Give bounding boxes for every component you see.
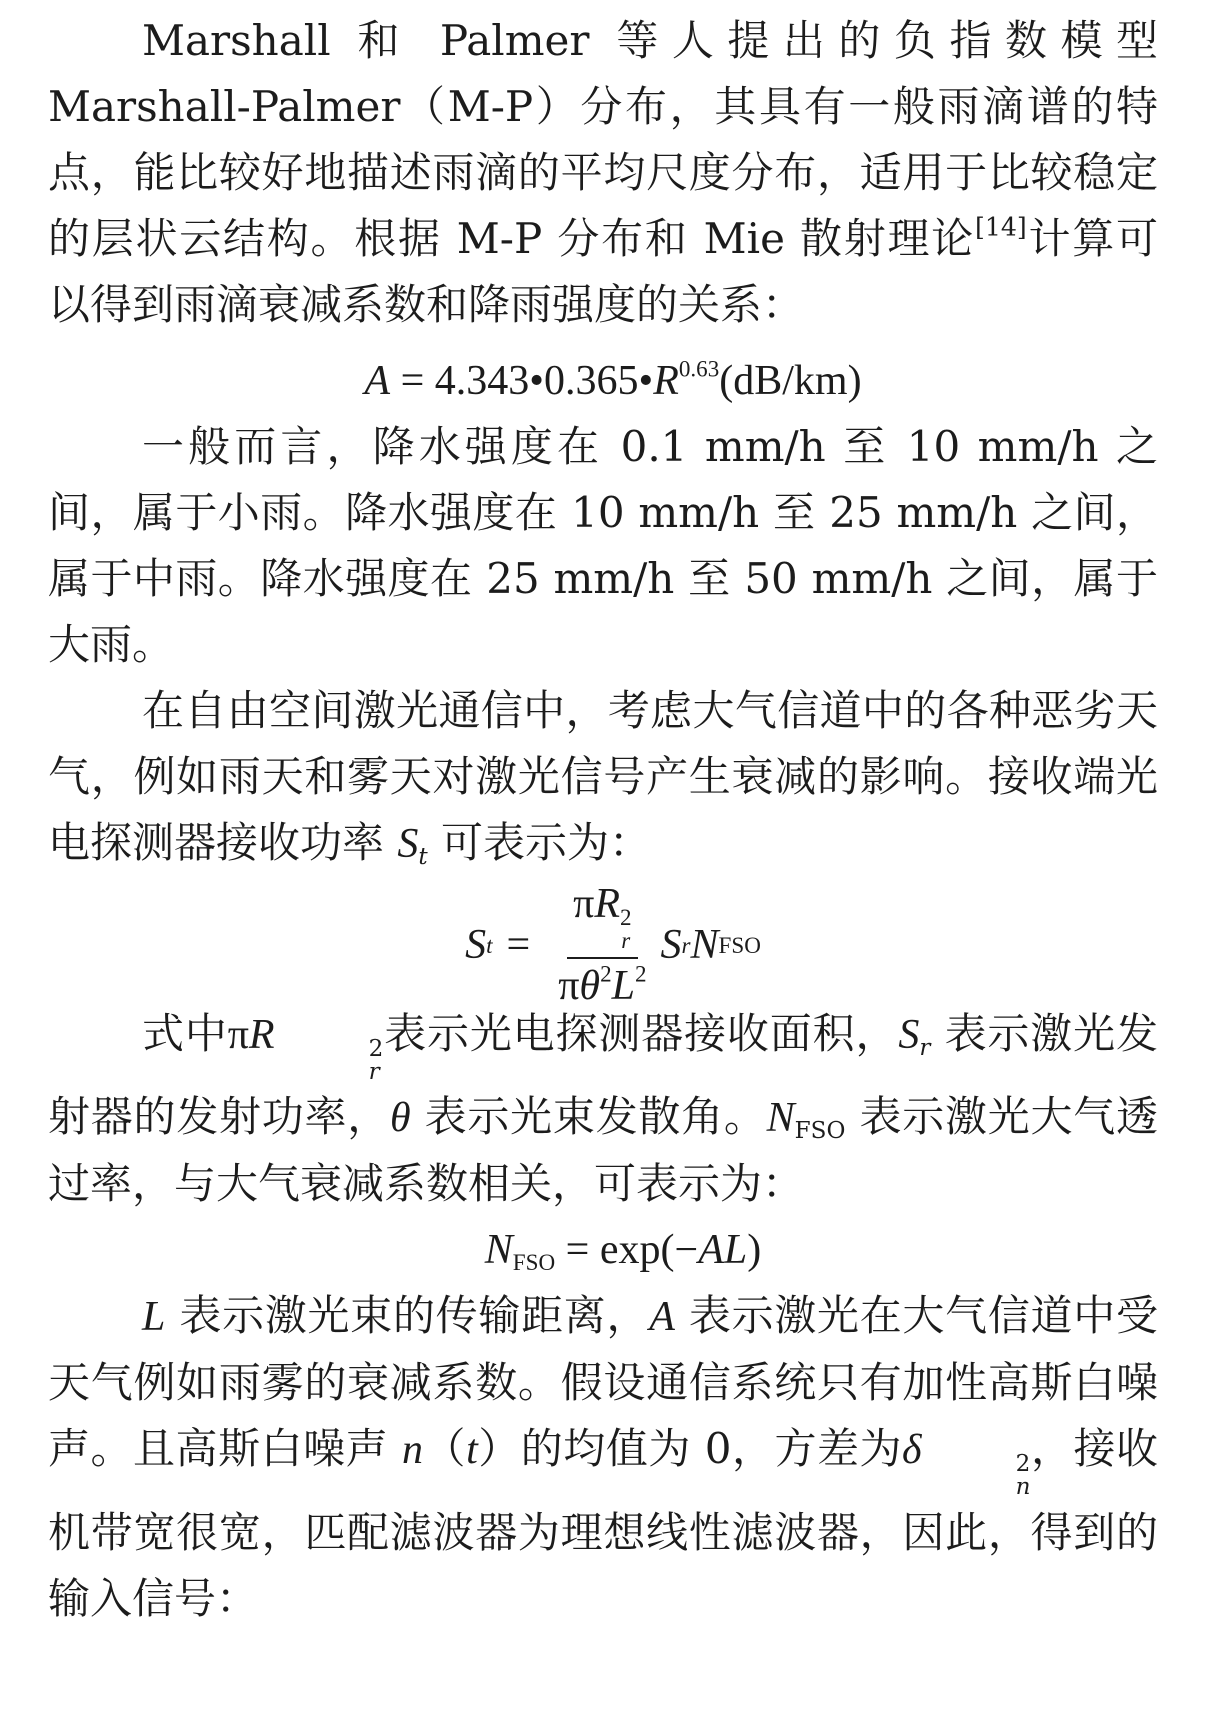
eq1-exponent: 0.63 xyxy=(678,355,720,382)
eq1-coef-2: 0.365 xyxy=(543,358,639,404)
p5-text-d: ，接收机带宽很宽，匹配滤波器为理想线性滤波器，因此，得到的输入信号： xyxy=(48,1424,1158,1623)
p3-text: 在自由空间激光通信中，考虑大气信道中的各种恶劣天气，例如雨天和雾天对激光信号产生衰减的影响。接收端光电探测器接收功率 xyxy=(48,686,1158,867)
p4-n-sub: FSO xyxy=(794,1118,846,1145)
p4-text-a: 式中 xyxy=(142,1009,228,1058)
p5-delta-sup: 2 xyxy=(1015,1451,1031,1478)
p3-var-s: S xyxy=(397,821,419,867)
p5-paren-close: ） xyxy=(477,1424,521,1474)
eq1-dot-2: • xyxy=(638,358,654,404)
p3-tail: 可表示为： xyxy=(441,818,652,867)
eq2-num-r: R xyxy=(594,881,621,928)
eq2-equals: = xyxy=(506,922,531,968)
p5-var-a: A xyxy=(649,1294,675,1341)
article-body xyxy=(48,8,1158,1632)
p5-var-l: L xyxy=(142,1294,166,1341)
p5-paren-open: （ xyxy=(423,1424,467,1474)
paragraph-rain-intensity xyxy=(48,414,1158,678)
p4-pi: π xyxy=(227,1012,249,1058)
p4-text-d: 表示光束发散角。 xyxy=(424,1092,767,1142)
equation-rain-attenuation xyxy=(48,348,1158,414)
eq3-func: exp(− xyxy=(599,1227,699,1274)
eq1-var-r: R xyxy=(653,358,679,404)
paragraph-mp-distribution xyxy=(48,8,1158,338)
paragraph-symbol-definitions xyxy=(48,1001,1158,1217)
p4-theta: θ xyxy=(389,1095,411,1142)
eq3-lhs: N xyxy=(484,1227,513,1274)
eq2-den-theta: θ xyxy=(579,962,601,1009)
p5-var-n: n xyxy=(402,1427,424,1474)
eq2-den-theta-sup: 2 xyxy=(600,960,612,987)
p5-delta-sub: n xyxy=(1015,1474,1031,1501)
p5-delta-scripts xyxy=(922,1453,1031,1499)
citation-ref: [14] xyxy=(975,212,1027,242)
equation-transmittance xyxy=(48,1217,1158,1283)
eq3-equals: = xyxy=(565,1227,590,1274)
p1-text: Marshall 和 Palmer 等人提出的负指数模型 Marshall-Palmer（M-P）分布，其具有一般雨滴谱的特点，能比较好地描述雨滴的平均尺度分布，适用于比较稳定的层状云结构。根据 M-P 分布和 Mie 散射理论 xyxy=(48,16,1158,263)
p5-var-t: t xyxy=(466,1427,478,1474)
p4-var-n: N xyxy=(766,1095,795,1142)
eq2-num-pi: π xyxy=(573,881,595,928)
equation-received-power: S t = πR 2 r $\pi\theta^2L^2$ S r N FSO xyxy=(465,881,761,1009)
paragraph-fso-power xyxy=(48,678,1158,877)
p5-delta: δ xyxy=(902,1427,922,1474)
eq1-unit: (dB/km) xyxy=(719,358,862,404)
eq2-den-pi: π xyxy=(558,962,580,1009)
eq3-var: AL xyxy=(698,1227,748,1274)
p4-var-s: S xyxy=(898,1012,920,1058)
eq2-den-l: L xyxy=(611,962,635,1009)
p1-tail: 计算可以得到雨滴衰减系数和降雨强度的关系： xyxy=(48,214,1158,329)
p4-r-scripts xyxy=(275,1038,384,1084)
p5-text-a: 表示激光束的传输距离， xyxy=(179,1291,650,1341)
eq1-lhs: A xyxy=(364,358,391,404)
eq2-fraction xyxy=(552,881,652,1008)
p5-text-b: 表示激光在大气信道中受天气例如雨雾的衰减系数。假设通信系统只有加性高斯白噪声。且高斯白噪声 xyxy=(48,1291,1158,1474)
eq1-coef-1: 4.343 xyxy=(434,358,530,404)
p4-r-sub: r xyxy=(368,1059,380,1086)
eq3-close: ) xyxy=(747,1227,762,1274)
p2-text: 一般而言，降水强度在 0.1 mm/h 至 10 mm/h 之间，属于小雨。降水强度在 10 mm/h 至 25 mm/h 之间，属于中雨。降水强度在 25 mm/h 至 50 mm/h 之间，属于大雨。 xyxy=(48,422,1158,669)
eq1-dot-1: • xyxy=(529,358,544,404)
eq2-s: S xyxy=(660,922,682,968)
p4-s-sub: r xyxy=(919,1034,931,1061)
p4-r-sup: 2 xyxy=(368,1036,384,1063)
eq2-num-scripts xyxy=(620,906,632,952)
p4-text-c: 表示激光发射器的发射功率， xyxy=(48,1009,1158,1142)
paragraph-noise-model xyxy=(48,1283,1158,1631)
p5-text-c: 的均值为 0，方差为 xyxy=(520,1424,903,1474)
p4-var-r: R xyxy=(248,1012,275,1058)
p4-text-b: 表示光电探测器接收面积， xyxy=(383,1009,899,1058)
p3-sub-t: t xyxy=(418,843,428,870)
eq3-lhs-sub: FSO xyxy=(512,1249,556,1276)
eq2-n: N xyxy=(690,922,719,968)
eq2-lhs: S xyxy=(465,922,487,968)
eq2-den-l-sup: 2 xyxy=(634,960,647,987)
p4-text-e: 表示激光大气透过率，与大气衰减系数相关，可表示为： xyxy=(48,1092,1158,1209)
eq2-num-sub: r xyxy=(621,927,631,954)
eq1-equals: = xyxy=(400,358,425,404)
eq2-num-sup: 2 xyxy=(620,904,632,931)
eq2-numerator xyxy=(567,881,637,958)
